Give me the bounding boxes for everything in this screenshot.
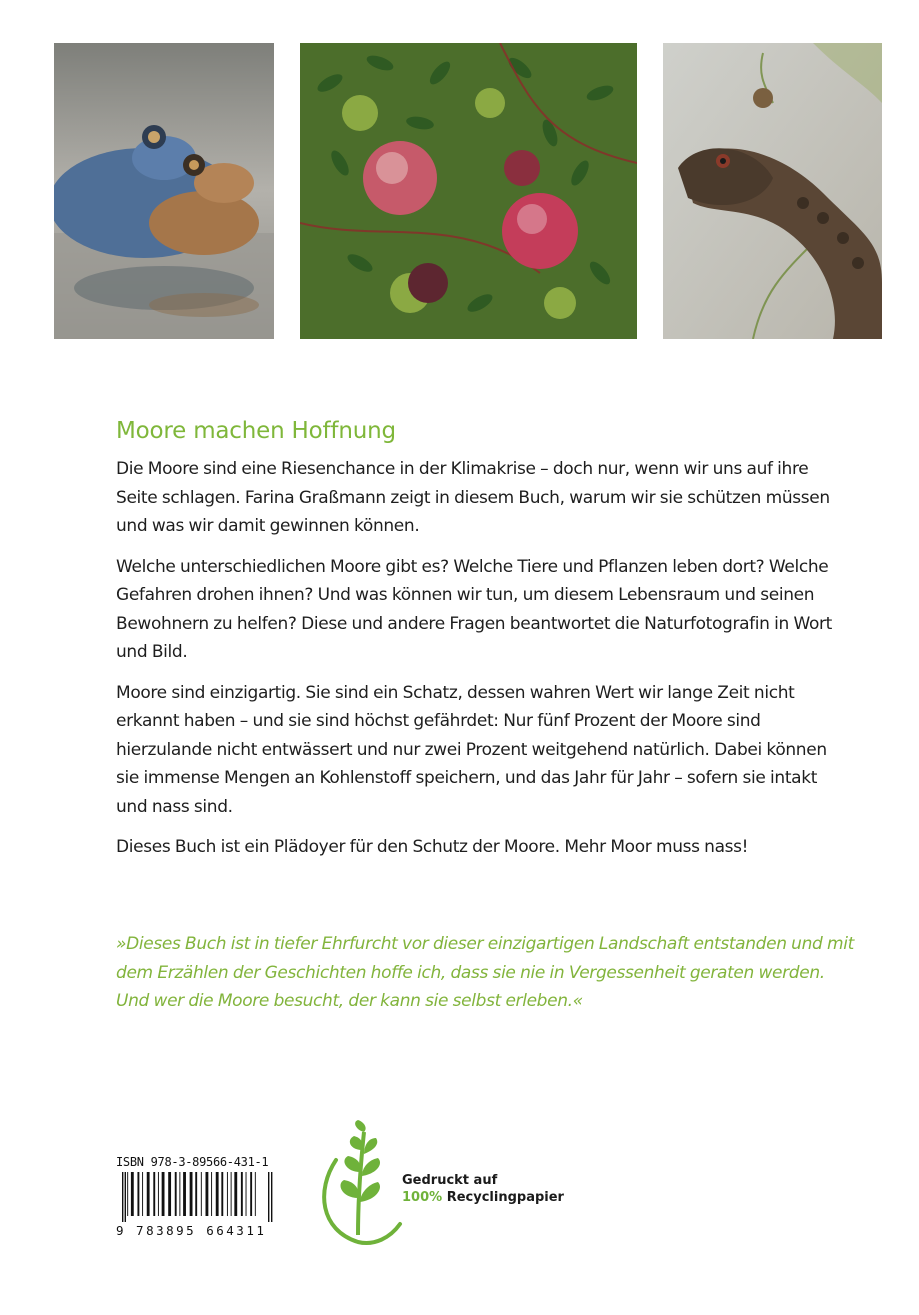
barcode-bar <box>211 1172 212 1216</box>
barcode-bar <box>271 1172 272 1222</box>
snake-photo <box>663 43 882 339</box>
eco-line-2-rest: Recyclingpapier <box>442 1190 564 1205</box>
barcode-bar <box>122 1172 123 1222</box>
barcode-bar <box>131 1172 134 1216</box>
barcode-bar <box>127 1172 128 1216</box>
eco-percent: 100% <box>402 1190 443 1205</box>
frog-photo <box>54 43 274 339</box>
barcode-bar <box>221 1172 223 1216</box>
cranberry-photo <box>300 43 637 339</box>
barcode <box>116 1172 278 1222</box>
recycling-text <box>402 1172 564 1206</box>
barcode-bar <box>241 1172 243 1216</box>
barcode-bar <box>206 1172 209 1216</box>
barcode-bar <box>179 1172 180 1216</box>
barcode-bar <box>255 1172 256 1216</box>
barcode-bar <box>153 1172 155 1216</box>
barcode-bar <box>183 1172 186 1216</box>
barcode-bar <box>125 1172 126 1222</box>
isbn-barcode-block <box>116 1155 281 1238</box>
paragraph: Dieses Buch ist ein Plädoyer für den Schutz der Moore. Mehr Moor muss nass! <box>116 837 749 857</box>
barcode-bar <box>168 1172 171 1216</box>
eco-line-1: Gedruckt auf <box>402 1173 498 1188</box>
blurb-section <box>116 418 836 874</box>
paragraph: Die Moore sind eine Riesenchance in der Klimakrise – doch nur, wenn wir uns auf ihre Seite schlagen. Farina Graßmann zeigt in diesem Buch, warum wir sie schützen müssen und was wir damit gewinnen können. <box>116 459 830 536</box>
barcode-bar <box>190 1172 193 1216</box>
paragraph: Welche unterschiedlichen Moore gibt es? Welche Tiere und Pflanzen leben dort? Welche Gefahren drohen ihnen? Und was können wir tun, um diesem Lebensraum und seinen Bewohnern zu helfen? Diese und andere Fragen beantwortet die Naturfotografin in Wort und Bild. <box>116 556 832 662</box>
barcode-bar <box>158 1172 159 1216</box>
barcode-bar <box>137 1172 139 1216</box>
barcode-bar <box>250 1172 252 1216</box>
isbn-label: ISBN 978-3-89566-431-1 <box>116 1155 269 1169</box>
barcode-bar <box>201 1172 202 1216</box>
barcode-digits: 9 783895 664311 <box>116 1223 267 1238</box>
barcode-bar <box>142 1172 143 1216</box>
recycling-paper-badge <box>314 1120 604 1250</box>
eco-line-2 <box>402 1189 564 1206</box>
barcode-bar <box>175 1172 177 1216</box>
barcode-bar <box>147 1172 150 1216</box>
barcode-bar <box>234 1172 237 1216</box>
leaf-sprout-icon <box>314 1120 404 1250</box>
paragraph: Moore sind einzigartig. Sie sind ein Schatz, dessen wahren Wert wir lange Zeit nicht erkannt haben – und sie sind höchst gefährdet: Nur fünf Prozent der Moore sind hierzulande nicht entwässert und nur zwei Prozent weitgehend natürlich. Dabei können sie immense Mengen an Kohlenstoff speichern, und das Jahr für Jahr – sofern sie intakt und nass sind. <box>116 682 827 817</box>
barcode-bar <box>268 1172 269 1222</box>
author-quote: »Dieses Buch ist in tiefer Ehrfurcht vor dieser einzigartigen Landschaft entstanden und mit dem Erzählen der Geschichten hoffe ich, dass sie nie in Vergessenheit geraten werden. Und wer die Moore besucht, der kann sie selbst erleben.« <box>116 934 854 1011</box>
barcode-bar <box>162 1172 165 1216</box>
barcode-bar <box>231 1172 232 1216</box>
barcode-bar <box>195 1172 197 1216</box>
barcode-bar <box>216 1172 219 1216</box>
barcode-bar <box>246 1172 247 1216</box>
section-heading: Moore machen Hoffnung <box>116 418 396 444</box>
barcode-bar <box>227 1172 228 1216</box>
